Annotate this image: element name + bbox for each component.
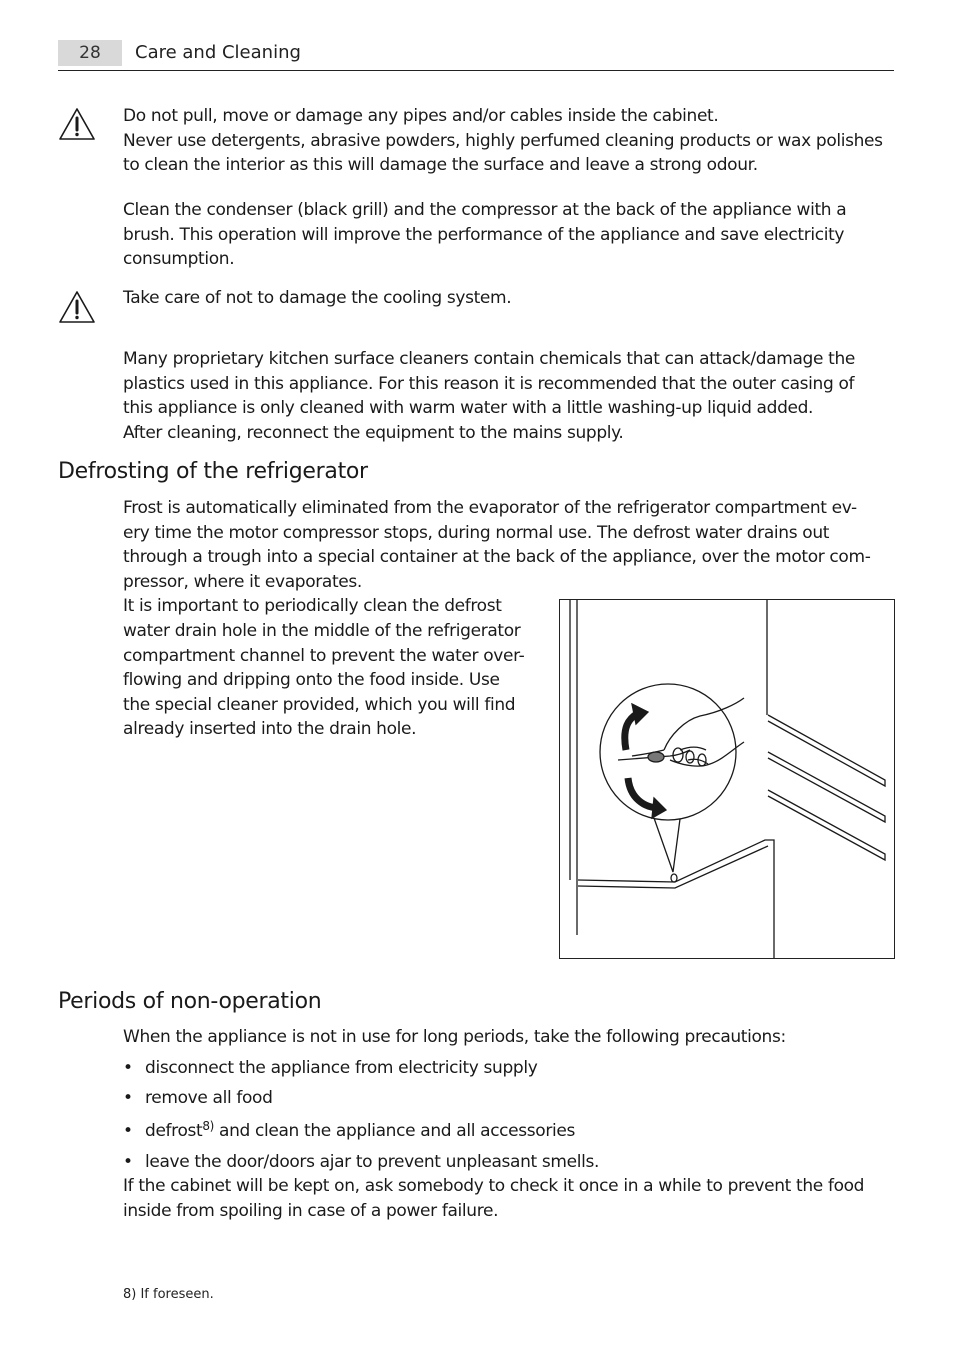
bullet-text: disconnect the appliance from electricity supply bbox=[145, 1058, 538, 1078]
text-line: After cleaning, reconnect the equipment to the mains supply. bbox=[123, 422, 624, 443]
text-line: compartment channel to prevent the water over- bbox=[123, 645, 525, 666]
text-line: brush. This operation will improve the performance of the appliance and save electricity bbox=[123, 224, 845, 245]
footnote-reference: 8) bbox=[202, 1119, 214, 1133]
bullet-marker: • bbox=[123, 1121, 133, 1141]
warning-paragraph-pipes bbox=[123, 104, 883, 178]
text-line: It is important to periodically clean the defrost bbox=[123, 596, 502, 617]
drain-cleaning-drawing bbox=[560, 600, 894, 958]
list-item bbox=[123, 1150, 599, 1174]
page-number: 28 bbox=[58, 40, 122, 66]
list-item bbox=[123, 1086, 273, 1110]
list-item bbox=[123, 1119, 575, 1143]
text-line: plastics used in this appliance. For this reason it is recommended that the outer casing of bbox=[123, 373, 855, 394]
text-line: through a trough into a special container at the back of the appliance, over the motor com- bbox=[123, 547, 871, 568]
text-line: Many proprietary kitchen surface cleaners contain chemicals that can attack/damage the bbox=[123, 349, 855, 369]
warning-paragraph-cooling bbox=[123, 286, 511, 311]
text-line: this appliance is only cleaned with warm water with a little washing-up liquid added. bbox=[123, 398, 814, 419]
text-line: already inserted into the drain hole. bbox=[123, 719, 417, 740]
text-line: Frost is automatically eliminated from the evaporator of the refrigerator compartment ev- bbox=[123, 498, 857, 518]
non-operation-intro bbox=[123, 1025, 786, 1050]
section-title: Care and Cleaning bbox=[135, 42, 301, 63]
text-line: water drain hole in the middle of the refrigerator bbox=[123, 620, 521, 641]
condenser-paragraph bbox=[123, 198, 846, 272]
list-item bbox=[123, 1056, 537, 1080]
text-line: to clean the interior as this will damage the surface and leave a strong odour. bbox=[123, 155, 758, 176]
text-line: Never use detergents, abrasive powders, highly perfumed cleaning products or wax polishes bbox=[123, 130, 883, 151]
text-line: Take care of not to damage the cooling system. bbox=[123, 288, 512, 308]
text-line: When the appliance is not in use for long periods, take the following precautions: bbox=[123, 1027, 786, 1047]
text-line: Do not pull, move or damage any pipes and/or cables inside the cabinet. bbox=[123, 106, 719, 126]
drain-hole-illustration bbox=[559, 599, 895, 959]
text-line: ery time the motor compressor stops, during normal use. The defrost water drains out bbox=[123, 522, 830, 543]
text-line: If the cabinet will be kept on, ask somebody to check it once in a while to prevent the food bbox=[123, 1176, 865, 1196]
bullet-text: leave the door/doors ajar to prevent unpleasant smells. bbox=[145, 1152, 600, 1172]
defrosting-heading: Defrosting of the refrigerator bbox=[58, 459, 368, 484]
non-operation-closing bbox=[123, 1174, 864, 1223]
warning-triangle-icon bbox=[58, 290, 96, 324]
text-line: Clean the condenser (black grill) and the compressor at the back of the appliance with a bbox=[123, 200, 847, 220]
text-line: the special cleaner provided, which you will find bbox=[123, 694, 516, 715]
text-line: flowing and dripping onto the food inside. Use bbox=[123, 670, 500, 691]
header-rule bbox=[58, 70, 894, 71]
non-operation-heading: Periods of non-operation bbox=[58, 989, 322, 1014]
text-line: inside from spoiling in case of a power failure. bbox=[123, 1200, 499, 1221]
bullet-text: remove all food bbox=[145, 1088, 273, 1108]
bullet-marker: • bbox=[123, 1088, 133, 1108]
text-line: pressor, where it evaporates. bbox=[123, 571, 362, 592]
bullet-text: defrost bbox=[145, 1121, 203, 1141]
bullet-marker: • bbox=[123, 1152, 133, 1172]
bullet-marker: • bbox=[123, 1058, 133, 1078]
footnote: 8) If foreseen. bbox=[123, 1287, 214, 1302]
text-line: consumption. bbox=[123, 249, 235, 270]
bullet-text-suffix: and clean the appliance and all accessories bbox=[213, 1121, 575, 1141]
warning-triangle-icon bbox=[58, 107, 96, 141]
cleaners-paragraph bbox=[123, 347, 855, 445]
